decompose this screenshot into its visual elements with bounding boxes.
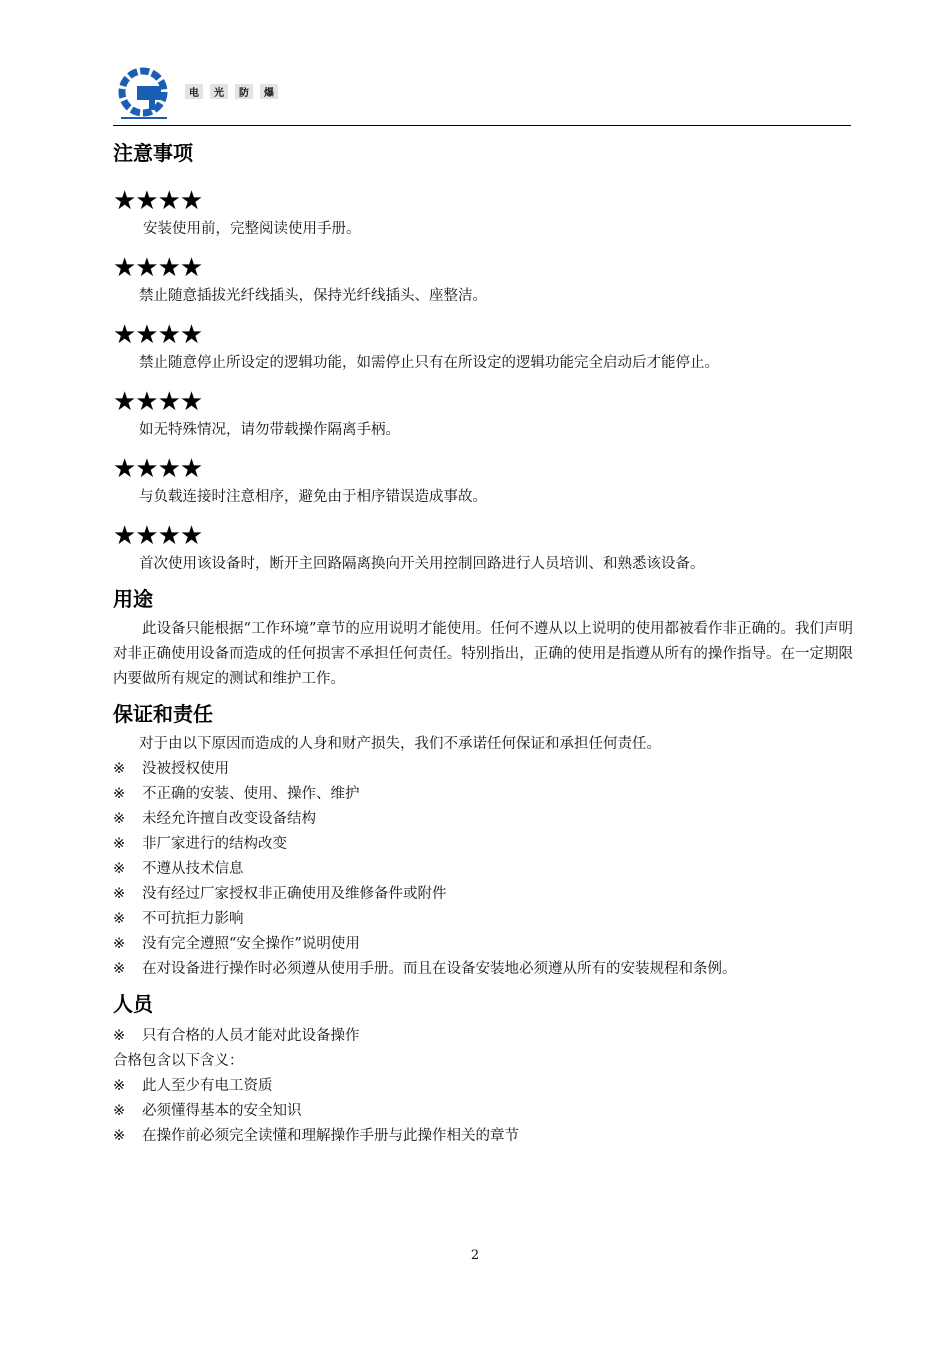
star-rating: ★★★★	[113, 454, 203, 484]
notice-title: 注意事项	[113, 141, 193, 165]
list-item-text: 不正确的安装、使用、操作、维护	[142, 786, 360, 802]
list-item-text: 不遵从技术信息	[142, 861, 244, 877]
usage-title: 用途	[113, 587, 153, 611]
notice-item: 与负载连接时注意相序，避免由于相序错误造成事故。	[139, 489, 487, 505]
list-item	[113, 932, 853, 957]
warranty-title: 保证和责任	[113, 702, 213, 726]
star-rating: ★★★★	[113, 253, 203, 283]
list-item-text: 非厂家进行的结构改变	[142, 836, 287, 852]
list-item-text: 在操作前必须完全读懂和理解操作手册与此操作相关的章节	[142, 1128, 519, 1144]
list-item	[113, 832, 853, 857]
company-logo-icon	[117, 66, 173, 122]
page-number: 2	[470, 1248, 480, 1263]
notice-item: 禁止随意停止所设定的逻辑功能，如需停止只有在所设定的逻辑功能完全启动后才能停止。	[139, 355, 719, 371]
list-item	[113, 882, 853, 907]
warranty-intro: 对于由以下原因而造成的人身和财产损失，我们不承诺任何保证和承担任何责任。	[139, 736, 661, 752]
list-item-text: 不可抗拒力影响	[142, 911, 244, 927]
list-item	[113, 907, 853, 932]
list-item-text: 未经允许擅自改变设备结构	[142, 811, 316, 827]
reference-mark: ※	[113, 936, 126, 952]
brand-char: 防	[235, 84, 253, 99]
page-header	[113, 62, 851, 126]
list-item-text: 只有合格的人员才能对此设备操作	[142, 1028, 360, 1044]
list-item-text: 没被授权使用	[142, 761, 229, 777]
reference-mark: ※	[113, 1028, 126, 1044]
list-item-text: 此人至少有电工资质	[142, 1078, 273, 1094]
star-rating: ★★★★	[113, 186, 203, 216]
list-item	[113, 807, 853, 832]
reference-mark: ※	[113, 1128, 126, 1144]
reference-mark: ※	[113, 836, 126, 852]
list-item	[113, 1124, 853, 1149]
reference-mark: ※	[113, 786, 126, 802]
notice-item: 禁止随意插拔光纤线插头，保持光纤线插头、座整洁。	[139, 288, 487, 304]
reference-mark: ※	[113, 961, 126, 977]
notice-item: 安装使用前，完整阅读使用手册。	[143, 221, 361, 237]
qualification-intro: 合格包含以下含义：	[113, 1053, 244, 1069]
star-rating: ★★★★	[113, 387, 203, 417]
brand-char: 爆	[260, 84, 278, 99]
brand-name	[185, 84, 278, 99]
list-item	[113, 957, 853, 982]
list-item	[113, 1099, 853, 1124]
list-item	[113, 1074, 853, 1099]
reference-mark: ※	[113, 911, 126, 927]
reference-mark: ※	[113, 761, 126, 777]
reference-mark: ※	[113, 886, 126, 902]
usage-text: 此设备只能根据“工作环境”章节的应用说明才能使用。任何不遵从以上说明的使用都被看作非正确的。我们声明对非正确使用设备而造成的任何损害不承担任何责任。特别指出，正确的使用是指遵从所有的操作指导。在一定期限内要做所有规定的测试和维护工作。	[113, 621, 853, 687]
notice-item: 如无特殊情况，请勿带载操作隔离手柄。	[139, 422, 400, 438]
list-item-text: 没有完全遵照“安全操作”说明使用	[142, 936, 360, 952]
list-item	[113, 1024, 853, 1049]
page-content	[113, 139, 853, 1149]
star-rating: ★★★★	[113, 320, 203, 350]
reference-mark: ※	[113, 1078, 126, 1094]
list-item-text: 必须懂得基本的安全知识	[142, 1103, 302, 1119]
notice-item: 首次使用该设备时，断开主回路隔离换向开关用控制回路进行人员培训、和熟悉该设备。	[139, 556, 705, 572]
star-rating: ★★★★	[113, 521, 203, 551]
list-item-text: 在对设备进行操作时必须遵从使用手册。而且在设备安装地必须遵从所有的安装规程和条例。	[142, 961, 737, 977]
reference-mark: ※	[113, 811, 126, 827]
brand-char: 电	[185, 84, 203, 99]
list-item	[113, 757, 853, 782]
list-item-text: 没有经过厂家授权非正确使用及维修备件或附件	[142, 886, 447, 902]
header-divider	[113, 125, 851, 126]
brand-char: 光	[210, 84, 228, 99]
list-item	[113, 857, 853, 882]
personnel-title: 人员	[113, 992, 153, 1016]
list-item	[113, 782, 853, 807]
reference-mark: ※	[113, 1103, 126, 1119]
reference-mark: ※	[113, 861, 126, 877]
